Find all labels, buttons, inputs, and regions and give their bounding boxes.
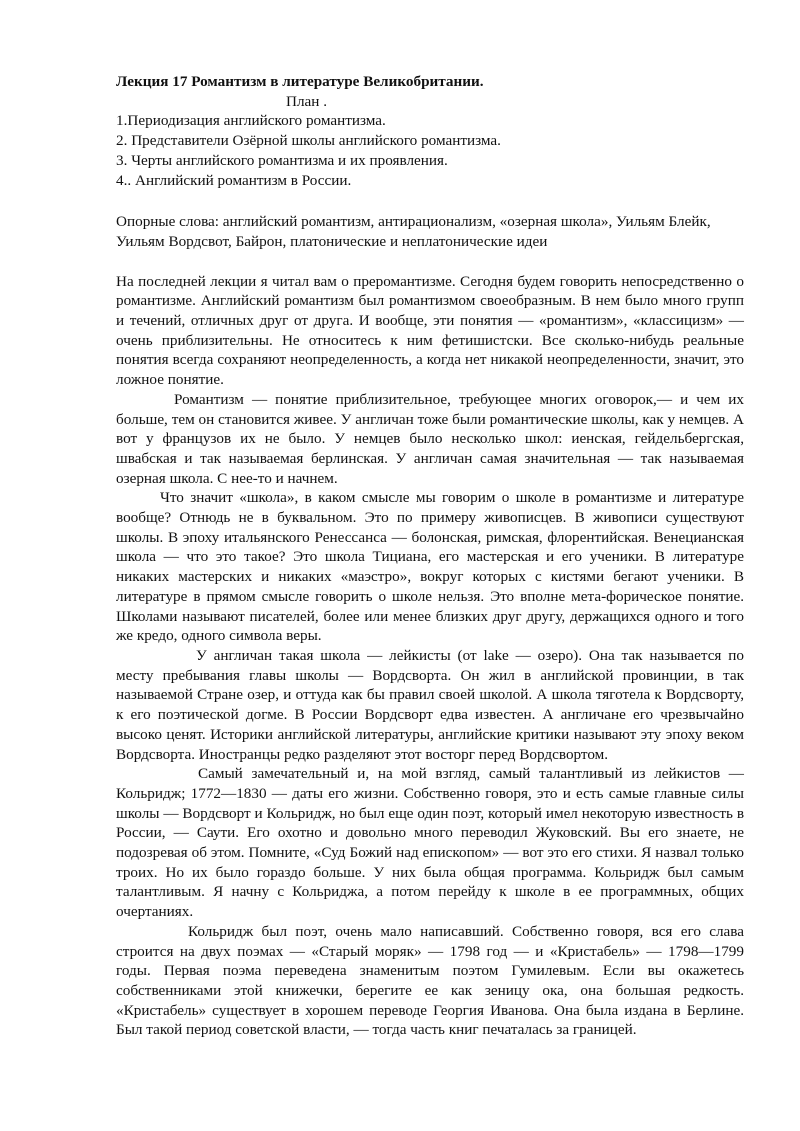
paragraph-5: Самый замечательный и, на мой взгляд, самый талантливый из лейкистов — Кольридж; 1772—1830 — даты его жизни. Собственно говоря, это и есть самые главные силы школы — Вордсворт и Кольридж, но был еще один поэт, который имел некоторую известность в России, — Саути. Его охотно и довольно много переводил Жуковский. Вы его знаете, не подозревая об этом. Помните, «Суд Божий над епископом» — вот это его стихи. Я назвал только троих. Но их было гораздо больше. У них была общая программа. Кольридж был самым талантливым. Я начну с Кольриджа, а потом перейду к школе в ее программных, общих очертаниях. bbox=[116, 765, 744, 921]
lecture-title: Лекция 17 Романтизм в литературе Великобритании. bbox=[116, 73, 484, 90]
plan-item-2: 2. Представители Озёрной школы английского романтизма. bbox=[116, 132, 501, 150]
document-page bbox=[116, 72, 744, 1040]
paragraph-2: Романтизм — понятие приблизительное, требующее многих оговорок,— и чем их больше, тем он становится живее. У англичан тоже были романтические школы, как у немцев. А вот у французов их не было. У немцев было несколько школ: иенская, гейдельбергская, швабская и так называемая берлинская. У англичан самая значительная — так называемая озерная школа. С нее-то и начнем. bbox=[116, 390, 744, 487]
paragraph-4: У англичан такая школа — лейкисты (от lake — озеро). Она так называется по месту пребывания главы школы — Вордсворта. Он жил в английской провинции, в так называемой Стране озер, и оттуда как бы правил своей школой. А школа тяготела к Вордсворту, к его поэтической догме. В России Вордсворт едва известен. А англичане его чрезвычайно высоко ценят. Историки английской литературы, английские критики называют эту эпоху веком Вордсворта. Иностранцы редко разделяют этот восторг перед Вордсвортом. bbox=[116, 646, 744, 763]
lecture-body bbox=[116, 272, 744, 1040]
plan-item-1: 1.Периодизация английского романтизма. bbox=[116, 112, 386, 130]
keywords-paragraph: Опорные слова: английский романтизм, антирационализм, «озерная школа», Уильям Блейк, Уильям Вордсвот, Байрон, платонические и неплатонические идеи bbox=[116, 213, 711, 250]
plan-item-3: 3. Черты английского романтизма и их проявления. bbox=[116, 151, 448, 169]
paragraph-3: Что значит «школа», в каком смысле мы говорим о школе в романтизме и литературе вообще? Отнюдь не в буквальном. Это по примеру живописцев. В живописи существуют школы. В эпоху итальянского Ренессанса — болонская, римская, флорентийская. Венецианская школа — что это такое? Это школа Тициана, его мастерская и его ученики. В литературе никаких мастерских и никаких «маэстро», вокруг которых с кистями бегают ученики. В литературе в прямом смысле говорить о школе нельзя. Это вполне мета-форическое понятие. Школами называют писателей, более или менее близких друг другу, держащихся одного и того же кредо, одного символа веры. bbox=[116, 489, 744, 645]
plan-item-4: 4.. Английский романтизм в России. bbox=[116, 171, 352, 189]
paragraph-1: На последней лекции я читал вам о преромантизме. Сегодня будем говорить непосредственно о романтизме. Английский романтизм был романтизмом своеобразным. В нем было много групп и течений, отличных друг от друга. И вообще, эти понятия — «романтизм», «классицизм» — очень приблизительны. Не относитесь к ним фетишистски. Все сколько-нибудь реальные понятия всегда сохраняют неопределенность, а когда нет никакой неопределенности, значит, это ложное понятие. bbox=[116, 272, 744, 389]
plan-heading: План . bbox=[286, 92, 328, 110]
paragraph-6: Кольридж был поэт, очень мало написавший. Собственно говоря, вся его слава строится на двух поэмах — «Старый моряк» — 1798 год — и «Кристабель» — 1798—1799 годы. Первая поэма переведена знаменитым поэтом Гумилевым. Если вы окажетесь собственниками этой книжечки, берегите ее как зеницу ока, она большая редкость. «Кристабель» существует в хорошем переводе Георгия Иванова. Она была издана в Берлине. Был такой период советской власти, — тогда часть книг печаталась за границей. bbox=[116, 922, 744, 1039]
